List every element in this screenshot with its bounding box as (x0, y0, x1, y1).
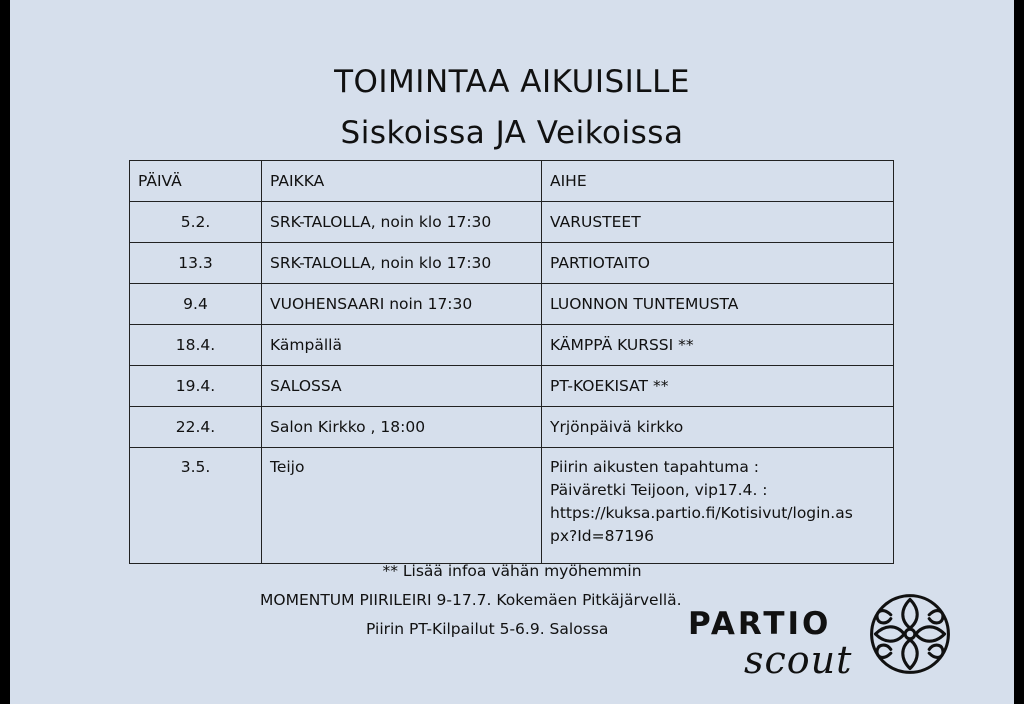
table-row (130, 325, 894, 366)
logo-partio-word: PARTIO (688, 606, 832, 642)
row-topic: Yrjönpäivä kirkko (542, 407, 894, 448)
row-topic: KÄMPPÄ KURSSI ** (542, 325, 894, 366)
poster-title: TOIMINTAA AIKUISILLE (334, 64, 690, 100)
table-row (130, 448, 894, 564)
table-row (130, 202, 894, 243)
momentum-camp-info: MOMENTUM PIIRILEIRI 9-17.7. Kokemäen Pitkäjärvellä. (260, 591, 682, 609)
table-row (130, 243, 894, 284)
row-topic: VARUSTEET (542, 202, 894, 243)
row-day: 3.5. (130, 448, 262, 564)
logo-scout-word: scout (744, 638, 853, 682)
table-header-row (130, 161, 894, 202)
pt-competition-info: Piirin PT-Kilpailut 5-6.9. Salossa (366, 620, 609, 638)
row-topic: PARTIOTAITO (542, 243, 894, 284)
row-topic: Piirin aikusten tapahtuma : Päiväretki Teijoon, vip17.4. : https://kuksa.partio.fi/Kotisivut/login.as px?Id=87196 (542, 448, 894, 564)
row-day: 18.4. (130, 325, 262, 366)
table-row (130, 284, 894, 325)
header-place: PAIKKA (262, 161, 542, 202)
row-place: Teijo (262, 448, 542, 564)
table-row (130, 407, 894, 448)
table-row (130, 366, 894, 407)
row-day: 5.2. (130, 202, 262, 243)
row-place: SRK-TALOLLA, noin klo 17:30 (262, 243, 542, 284)
partio-scout-logo (688, 606, 853, 682)
poster-subtitle: Siskoissa JA Veikoissa (340, 115, 684, 151)
header-topic: AIHE (542, 161, 894, 202)
row-day: 19.4. (130, 366, 262, 407)
row-place: VUOHENSAARI noin 17:30 (262, 284, 542, 325)
poster (10, 0, 1014, 704)
schedule-table (129, 160, 894, 564)
footnote: ** Lisää infoa vähän myöhemmin (382, 562, 642, 580)
row-topic: PT-KOEKISAT ** (542, 366, 894, 407)
row-place: SALOSSA (262, 366, 542, 407)
row-day: 22.4. (130, 407, 262, 448)
row-place: Salon Kirkko , 18:00 (262, 407, 542, 448)
row-place: SRK-TALOLLA, noin klo 17:30 (262, 202, 542, 243)
row-place: Kämpällä (262, 325, 542, 366)
scout-lily-emblem-icon (862, 586, 958, 682)
header-day: PÄIVÄ (130, 161, 262, 202)
row-day: 9.4 (130, 284, 262, 325)
row-day: 13.3 (130, 243, 262, 284)
row-topic: LUONNON TUNTEMUSTA (542, 284, 894, 325)
